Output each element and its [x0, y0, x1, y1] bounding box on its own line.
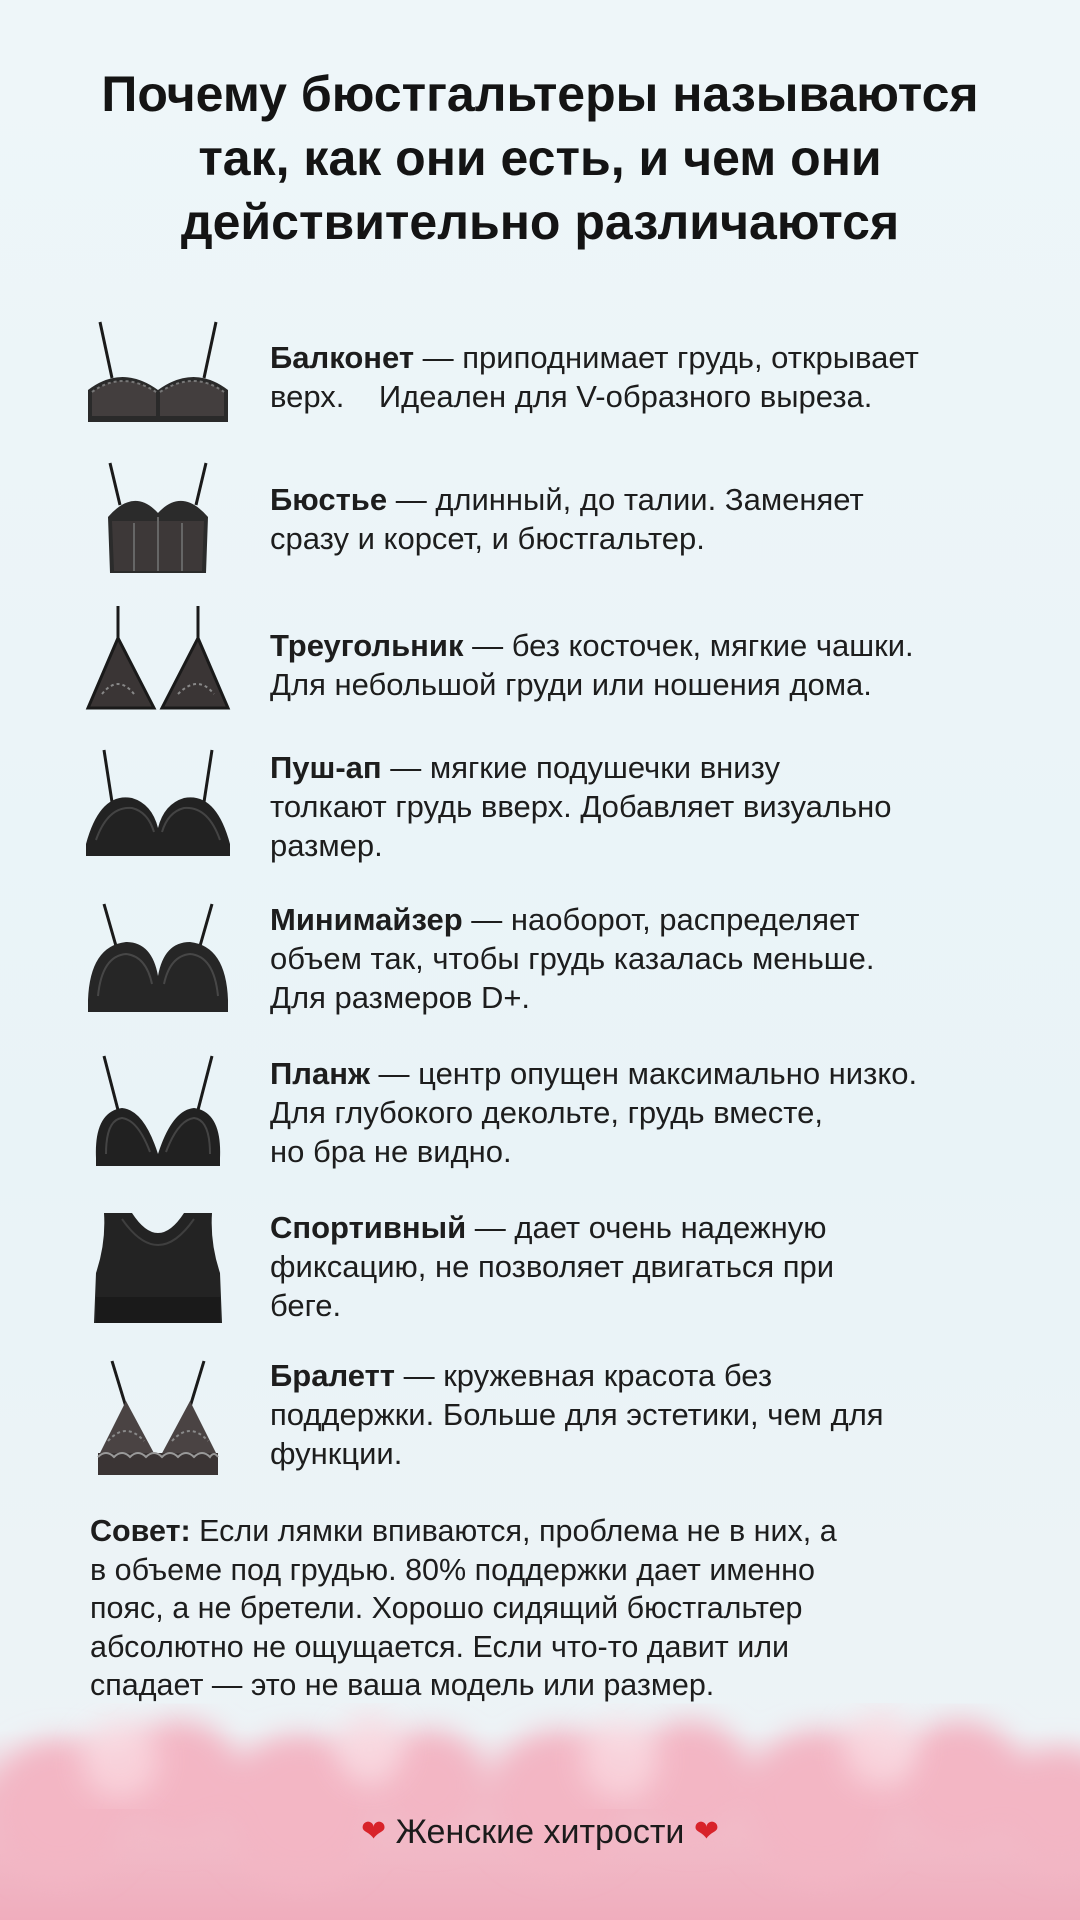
item-name: Бралетт [270, 1358, 395, 1393]
plunge-bra-icon [82, 1054, 234, 1166]
heart-icon: ❤ [693, 1815, 720, 1848]
title-line-2: так, как они есть, и чем они [198, 130, 882, 186]
item-description: Минимайзер — наоборот, распределяет объем так, чтобы грудь казалась меньше. Для размеров D+. [270, 902, 875, 1015]
balconette-bra-icon [82, 318, 234, 430]
footer-brand [0, 1810, 1080, 1854]
item-name: Планж [270, 1056, 370, 1091]
brand-name: Женские хитрости [395, 1813, 685, 1851]
sports-bra-icon [82, 1208, 234, 1330]
item-description: Бюстье — длинный, до талии. Заменяет сразу и корсет, и бюстгальтер. [270, 482, 864, 556]
title-line-1: Почему бюстгальтеры называются [101, 66, 979, 122]
pink-clouds-decoration [0, 1690, 1080, 1920]
tip-label: Совет: [90, 1514, 191, 1548]
item-name: Треугольник [270, 628, 464, 663]
item-description: Балконет — приподнимает грудь, открывает верх. Идеален для V-образного выреза. [270, 340, 919, 414]
heart-icon: ❤ [360, 1815, 387, 1848]
bustier-icon [82, 452, 234, 582]
push-up-bra-icon [82, 748, 234, 860]
item-description: Планж — центр опущен максимально низко. Для глубокого декольте, грудь вместе, но бра не видно. [270, 1056, 918, 1169]
item-description: Треугольник — без косточек, мягкие чашки. Для небольшой груди или ношения дома. [270, 628, 914, 702]
page-title [40, 62, 1040, 254]
bralette-icon [82, 1356, 234, 1478]
item-name: Бюстье [270, 482, 388, 517]
item-description: Бралетт — кружевная красота без поддержки. Больше для эстетики, чем для функции. [270, 1358, 884, 1471]
tip-block: Совет: Если лямки впиваются, проблема не в них, а в объеме под грудью. 80% поддержки дает именно пояс, а не бретели. Хорошо сидящий бюстгальтер абсолютно не ощущается. Если что-то давит или спадает — это не ваша модель или размер. [90, 1514, 837, 1702]
item-name: Балконет [270, 340, 414, 375]
item-description: Пуш-ап — мягкие подушечки внизу толкают грудь вверх. Добавляет визуально размер. [270, 750, 892, 863]
minimizer-bra-icon [82, 900, 234, 1012]
item-name: Пуш-ап [270, 750, 382, 785]
item-name: Спортивный [270, 1210, 467, 1245]
triangle-bra-icon [82, 604, 234, 716]
title-line-3: действительно различаются [180, 194, 900, 250]
item-name: Минимайзер [270, 902, 463, 937]
item-description: Спортивный — дает очень надежную фиксацию, не позволяет двигаться при беге. [270, 1210, 835, 1323]
